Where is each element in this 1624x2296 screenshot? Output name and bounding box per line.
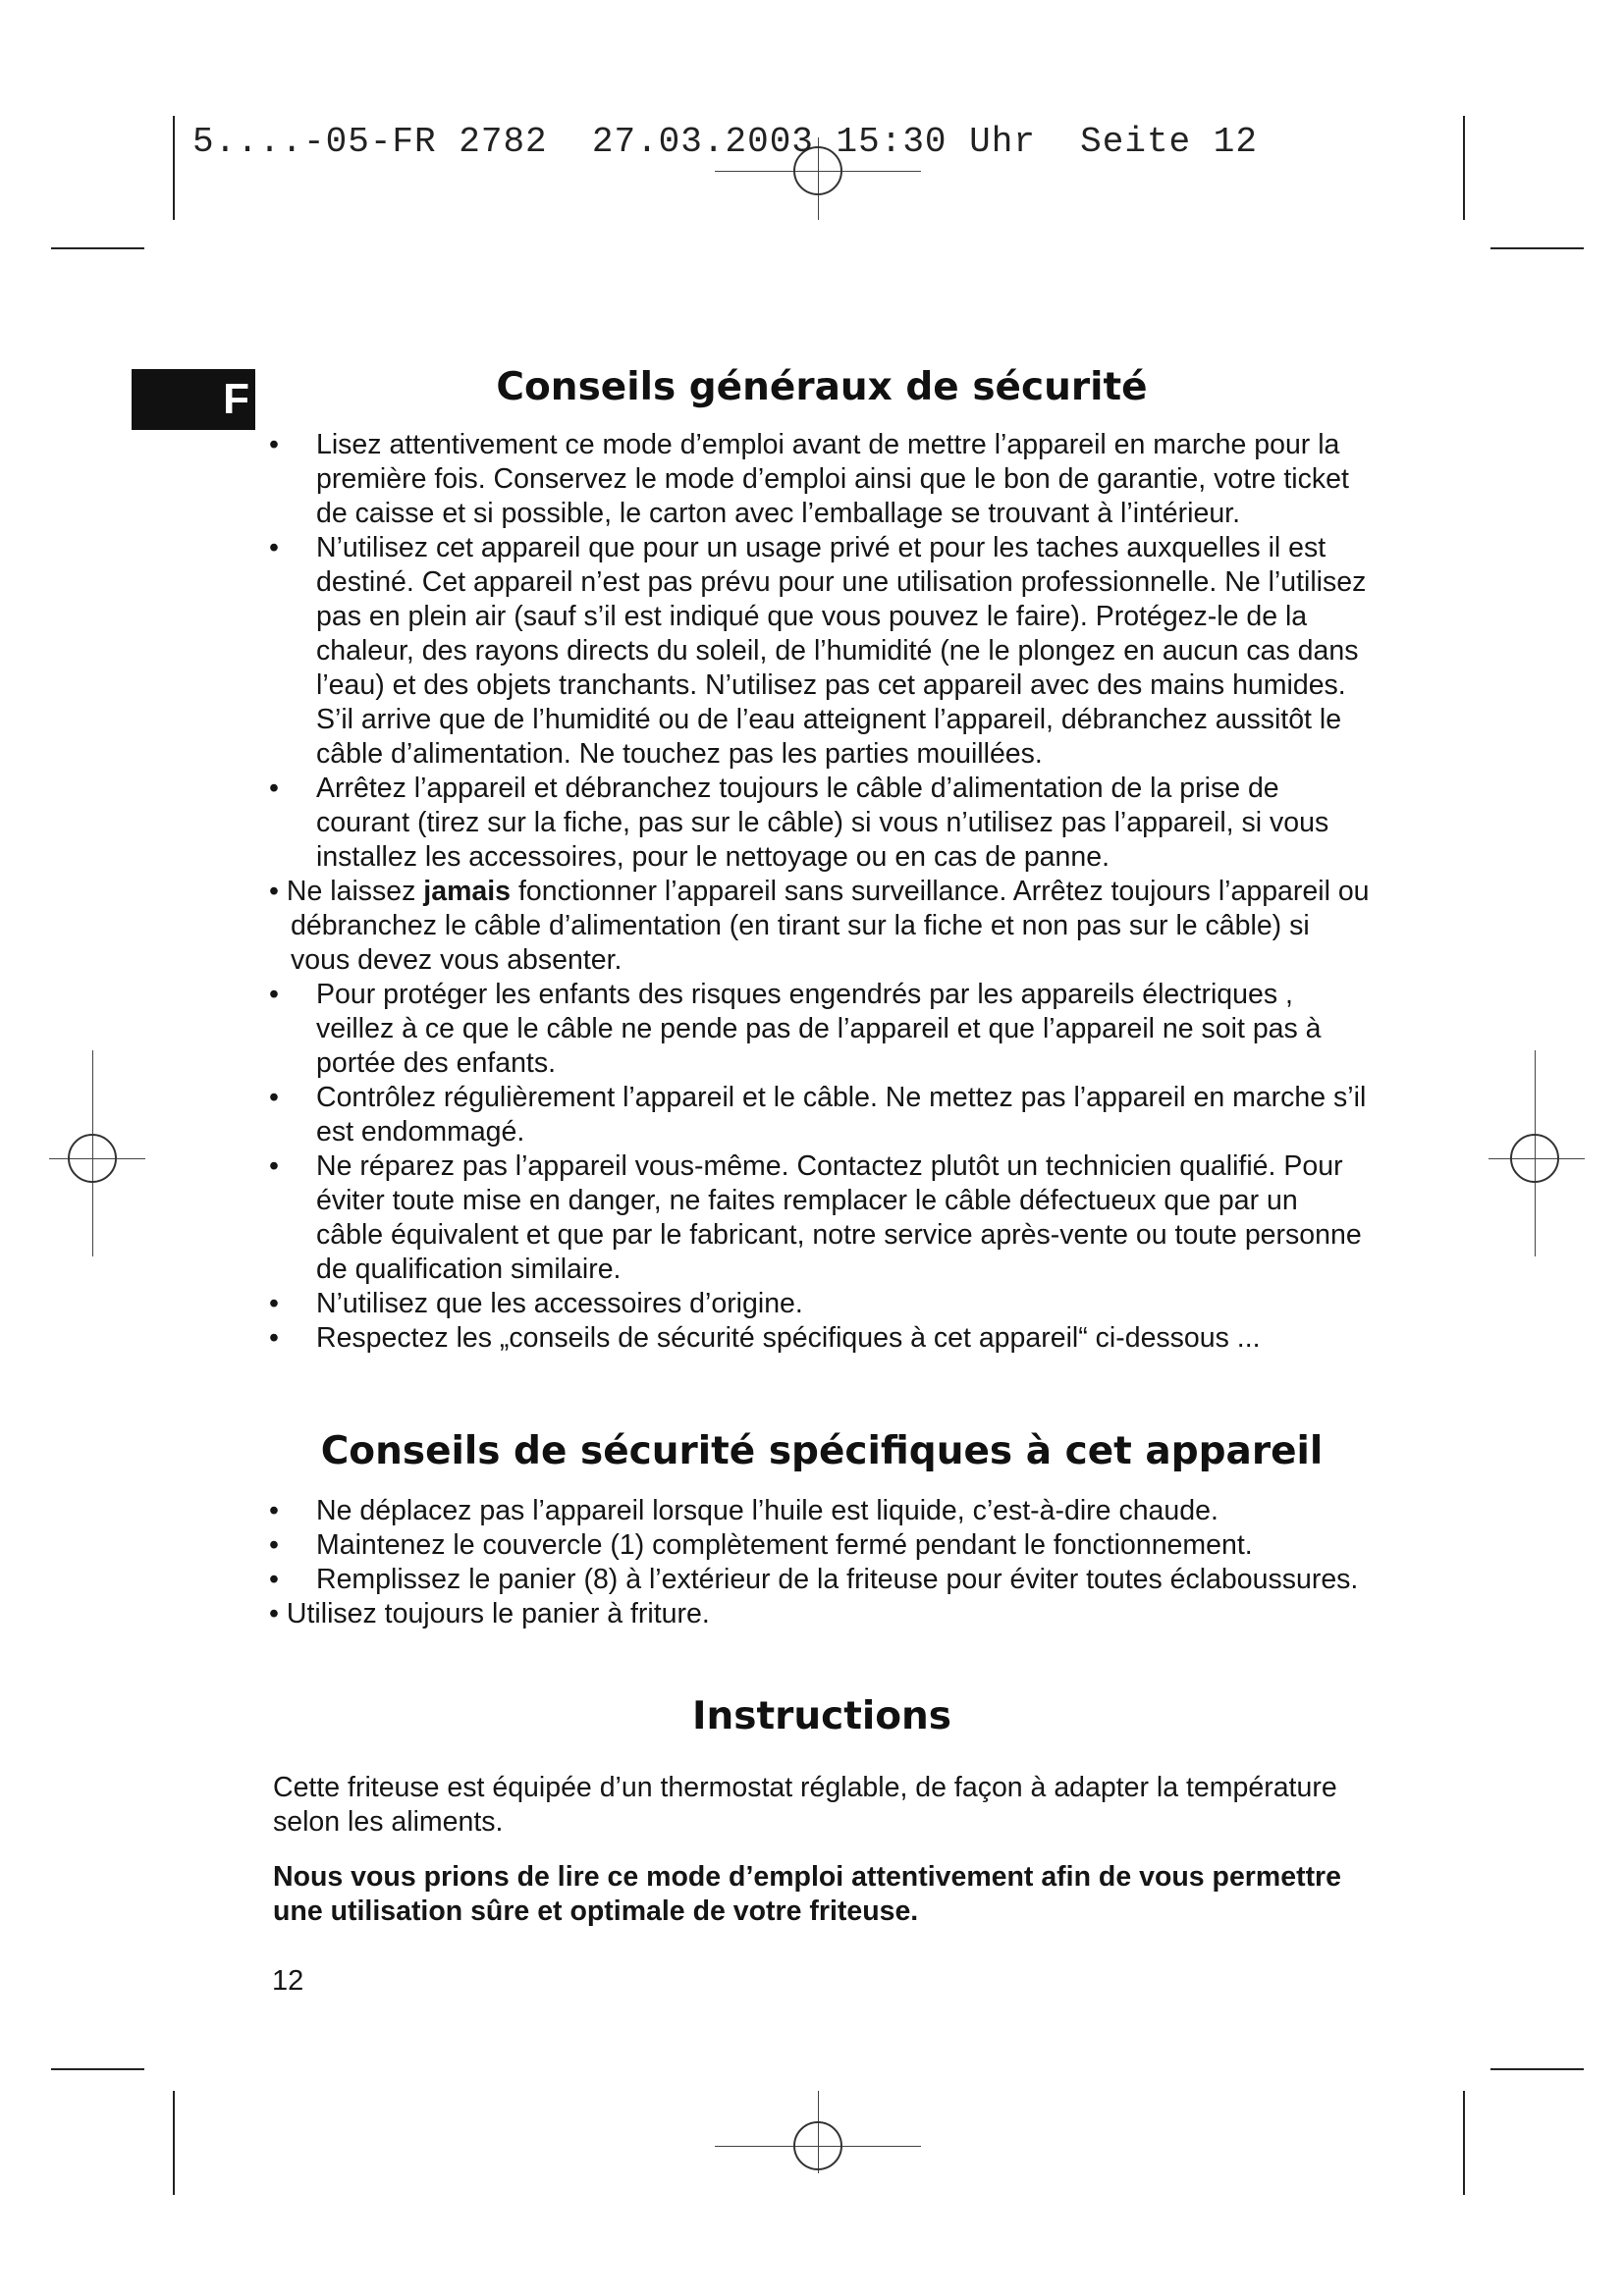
crop-mark: [51, 247, 144, 249]
bullet: •: [269, 979, 279, 1010]
list-item-text: Contrôlez régulièrement l’appareil et le câble. Ne mettez pas l’appareil en marche s’il est endommagé.: [316, 1082, 1367, 1148]
list-item-text: Maintenez le couvercle (1) complètement fermé pendant le fonctionnement.: [316, 1529, 1253, 1561]
crop-mark: [173, 116, 175, 220]
registration-mark: [793, 2121, 842, 2170]
section-title-instructions: Instructions: [691, 1694, 952, 1738]
section-title-general: Conseils généraux de sécurité: [496, 365, 1148, 409]
list-item: [265, 531, 1370, 772]
bullet: •: [269, 1529, 279, 1561]
bullet: •: [269, 1322, 279, 1354]
list-item-text: Utilisez toujours le panier à friture.: [286, 1598, 710, 1629]
bullet: •: [269, 1150, 279, 1182]
section-title-specific: Conseils de sécurité spécifiques à cet appareil: [320, 1429, 1324, 1473]
list-item-lead: Ne laissez: [286, 876, 416, 907]
crop-mark: [51, 2068, 144, 2070]
list-item: [265, 978, 1370, 1081]
list-item: [265, 1321, 1370, 1356]
crop-mark: [1490, 2068, 1584, 2070]
language-tab-label: F: [223, 375, 249, 423]
list-item-text: Ne réparez pas l’appareil vous-même. Contactez plutôt un technicien qualifié. Pour éviter toute mise en danger, ne faites remplacer le câble défectueux que par un câble équivalent et que par le fabricant, notre service après-vente ou toute personne de qualification similaire.: [316, 1150, 1362, 1285]
list-item: [265, 1597, 1370, 1631]
bullet: •: [269, 1082, 279, 1113]
list-item: [265, 1287, 1370, 1321]
bullet: •: [269, 1288, 279, 1319]
bullet: •: [269, 429, 279, 460]
list-item: [265, 428, 1370, 531]
list-item-text: Arrêtez l’appareil et débranchez toujours le câble d’alimentation de la prise de courant (tirez sur la fiche, pas sur le câble) si vous n’utilisez pas l’appareil, si vous installez les accessoires, pour le nettoyage ou en cas de panne.: [316, 773, 1329, 873]
list-item-text: Lisez attentivement ce mode d’emploi avant de mettre l’appareil en marche pour la première fois. Conservez le mode d’emploi ainsi que le bon de garantie, votre ticket de caisse et si possible, le carton avec l’emballage se trouvant à l’intérieur.: [316, 429, 1349, 529]
specific-safety-list: [265, 1494, 1370, 1631]
page-number: 12: [272, 1965, 304, 1997]
print-header: 5....-05-FR 2782 27.03.2003 15:30 Uhr Seite 12: [192, 122, 1258, 162]
bullet: •: [269, 773, 279, 804]
list-item-text: fonctionner l’appareil sans surveillance. Arrêtez toujours l’appareil ou débranchez le câble d’alimentation (en tirant sur la fiche et non pas sur le câble) si vous devez vous absenter.: [291, 876, 1370, 976]
emphasis-text: jamais: [423, 876, 512, 907]
list-item: [265, 1149, 1370, 1287]
crop-mark: [1490, 247, 1584, 249]
bullet: •: [269, 1564, 279, 1595]
list-item: [265, 1528, 1370, 1563]
list-item-text: N’utilisez que les accessoires d’origine.: [316, 1288, 803, 1319]
instructions-bold-paragraph: Nous vous prions de lire ce mode d’emploi attentivement afin de vous permettre une utilisation sûre et optimale de votre friteuse.: [273, 1861, 1341, 1927]
general-safety-list: [265, 428, 1370, 1356]
list-item-text: Remplissez le panier (8) à l’extérieur de la friteuse pour éviter toutes éclaboussures.: [316, 1564, 1359, 1595]
registration-mark: [68, 1134, 117, 1183]
list-item: [265, 1081, 1370, 1149]
bullet: •: [269, 532, 279, 563]
bullet: •: [269, 876, 279, 907]
instructions-block: [273, 1771, 1373, 1949]
bullet: •: [269, 1598, 279, 1629]
bullet: •: [269, 1495, 279, 1526]
instructions-paragraph: Cette friteuse est équipée d’un thermostat réglable, de façon à adapter la température selon les aliments.: [273, 1772, 1337, 1838]
crop-mark: [1463, 2091, 1465, 2195]
list-item: [265, 1494, 1370, 1528]
list-item-text: Ne déplacez pas l’appareil lorsque l’huile est liquide, c’est-à-dire chaude.: [316, 1495, 1218, 1526]
crop-mark: [173, 2091, 175, 2195]
list-item-text: Pour protéger les enfants des risques engendrés par les appareils électriques , veillez à ce que le câble ne pende pas de l’appareil et que l’appareil ne soit pas à portée des enfants.: [316, 979, 1322, 1079]
language-tab: [132, 369, 255, 430]
crop-mark: [1463, 116, 1465, 220]
registration-mark: [1510, 1134, 1559, 1183]
list-item: [265, 875, 1370, 978]
list-item-text: Respectez les „conseils de sécurité spécifiques à cet appareil“ ci-dessous ...: [316, 1322, 1261, 1354]
list-item: [265, 772, 1370, 875]
list-item-text: N’utilisez cet appareil que pour un usage privé et pour les taches auxquelles il est destiné. Cet appareil n’est pas prévu pour une utilisation professionnelle. Ne l’utilisez pas en plein air (sauf s’il est indiqué que vous pouvez le faire). Protégez-le de la chaleur, des rayons directs du soleil, de l’humidité (ne le plongez en aucun cas dans l’eau) et des objets tranchants. N’utilisez pas cet appareil avec des mains humides. S’il arrive que de l’humidité ou de l’eau atteignent l’appareil, débranchez aussitôt le câble d’alimentation. Ne touchez pas les parties mouillées.: [316, 532, 1367, 770]
list-item: [265, 1563, 1370, 1597]
